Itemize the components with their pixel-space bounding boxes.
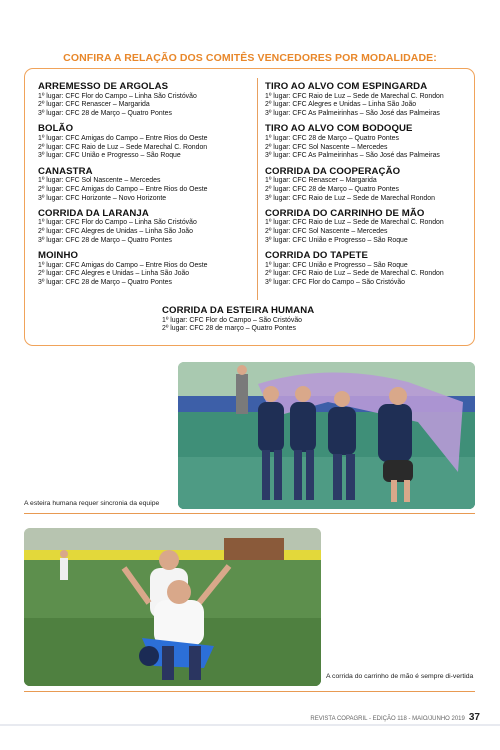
place-line: 2º lugar: CFC Alegres e Unidas – Linha São João bbox=[265, 101, 417, 109]
place-line: 2º lugar: CFC 28 de Março – Quatro Pontes bbox=[265, 185, 399, 193]
place-line: 1º lugar: CFC União e Progresso – São Roque bbox=[265, 261, 408, 269]
left-column bbox=[38, 81, 268, 292]
photo-human-treadmill-illustration bbox=[178, 362, 475, 509]
category-title: CORRIDA DA COOPERAÇÃO bbox=[265, 165, 401, 177]
category-block bbox=[38, 208, 268, 246]
place-line: 3º lugar: CFC 28 de Março – Quatro Pontes bbox=[38, 279, 172, 287]
category-block bbox=[38, 123, 268, 161]
place-line: 2º lugar: CFC Sol Nascente – Mercedes bbox=[265, 228, 388, 236]
category-title: CANASTRA bbox=[38, 165, 93, 177]
place-line: 3º lugar: CFC Horizonte – Novo Horizonte bbox=[38, 194, 167, 202]
place-line: 1º lugar: CFC Flor do Campo – São Cristóvão bbox=[162, 316, 303, 324]
category-title: TIRO AO ALVO COM BODOQUE bbox=[265, 123, 413, 135]
caption-rule bbox=[24, 691, 475, 692]
category-title: MOINHO bbox=[38, 250, 79, 262]
place-line: 3º lugar: CFC Flor do Campo – São Cristóvão bbox=[265, 279, 406, 287]
category-title: CORRIDA DO TAPETE bbox=[265, 250, 368, 262]
photo-wheelbarrow-race bbox=[24, 528, 321, 686]
place-line: 3º lugar: CFC As Palmeirinhas – São José das Palmeiras bbox=[265, 152, 440, 160]
caption-rule bbox=[24, 513, 475, 514]
category-title: CORRIDA DO CARRINHO DE MÃO bbox=[265, 207, 425, 219]
category-block bbox=[265, 123, 495, 161]
photo-human-treadmill bbox=[178, 362, 475, 509]
right-column bbox=[265, 81, 495, 292]
place-line: 3º lugar: CFC 28 de Março – Quatro Pontes bbox=[38, 236, 172, 244]
place-line: 1º lugar: CFC Sol Nascente – Mercedes bbox=[38, 177, 161, 185]
place-line: 2º lugar: CFC Sol Nascente – Mercedes bbox=[265, 143, 388, 151]
category-block bbox=[265, 166, 495, 204]
place-line: 3º lugar: CFC Raio de Luz – Sede de Marechal Rondon bbox=[265, 194, 435, 202]
footer-publication: REVISTA COPAGRIL - EDIÇÃO 118 - MAIO/JUNHO 2019 bbox=[310, 716, 465, 722]
place-line: 1º lugar: CFC Renascer – Margarida bbox=[265, 177, 377, 185]
photo-wheelbarrow-race-illustration bbox=[24, 528, 321, 686]
place-line: 1º lugar: CFC 28 de Março – Quatro Pontes bbox=[265, 134, 399, 142]
place-line: 2º lugar: CFC Renascer – Margarida bbox=[38, 101, 150, 109]
place-line: 1º lugar: CFC Flor do Campo – Linha São Cristóvão bbox=[38, 92, 197, 100]
place-line: 3º lugar: CFC 28 de Março – Quatro Pontes bbox=[38, 110, 172, 117]
place-line: 2º lugar: CFC Alegres de Unidas – Linha São João bbox=[38, 228, 193, 236]
category-block bbox=[265, 81, 495, 119]
place-line: 1º lugar: CFC Raio de Luz – Sede de Marechal C. Rondon bbox=[265, 219, 444, 227]
category-title: CORRIDA DA ESTEIRA HUMANA bbox=[162, 305, 315, 316]
place-line: 1º lugar: CFC Amigas do Campo – Entre Rios do Oeste bbox=[38, 134, 208, 142]
footer-bar bbox=[0, 724, 500, 726]
category-title: BOLÃO bbox=[38, 123, 74, 135]
category-title: ARREMESSO DE ARGOLAS bbox=[38, 81, 169, 92]
category-block bbox=[265, 208, 495, 246]
place-line: 1º lugar: CFC Flor do Campo – Linha São Cristóvão bbox=[38, 219, 197, 227]
category-block bbox=[162, 305, 462, 334]
place-line: 3º lugar: CFC As Palmeirinhas – São José das Palmeiras bbox=[265, 110, 440, 117]
category-block bbox=[38, 81, 268, 119]
category-block bbox=[38, 166, 268, 204]
place-line: 2º lugar: CFC Raio de Luz – Sede Marechal C. Rondon bbox=[38, 143, 208, 151]
page-footer bbox=[290, 712, 480, 723]
place-line: 3º lugar: CFC União e Progresso – São Roque bbox=[265, 236, 408, 244]
place-line: 2º lugar: CFC 28 de março – Quatro Pontes bbox=[162, 325, 296, 333]
place-line: 2º lugar: CFC Raio de Luz – Sede de Marechal C. Rondon bbox=[265, 270, 444, 278]
photo-caption: A esteira humana requer sincronia da equipe bbox=[24, 500, 160, 507]
category-title: TIRO AO ALVO COM ESPINGARDA bbox=[265, 81, 428, 92]
place-line: 2º lugar: CFC Alegres e Unidas – Linha São João bbox=[38, 270, 190, 278]
category-block bbox=[265, 250, 495, 288]
place-line: 1º lugar: CFC Amigas do Campo – Entre Rios do Oeste bbox=[38, 261, 208, 269]
category-title: CORRIDA DA LARANJA bbox=[38, 207, 149, 219]
category-block bbox=[38, 250, 268, 288]
place-line: 2º lugar: CFC Amigas do Campo – Entre Rios do Oeste bbox=[38, 185, 208, 193]
place-line: 1º lugar: CFC Raio de Luz – Sede de Marechal C. Rondon bbox=[265, 92, 444, 100]
photo-caption: A corrida do carrinho de mão é sempre di-vertida bbox=[326, 673, 474, 680]
section-title: CONFIRA A RELAÇÃO DOS COMITÊS VENCEDORES POR MODALIDADE: bbox=[63, 52, 437, 64]
place-line: 3º lugar: CFC União e Progresso – São Roque bbox=[38, 152, 181, 160]
page-number: 37 bbox=[468, 712, 480, 723]
